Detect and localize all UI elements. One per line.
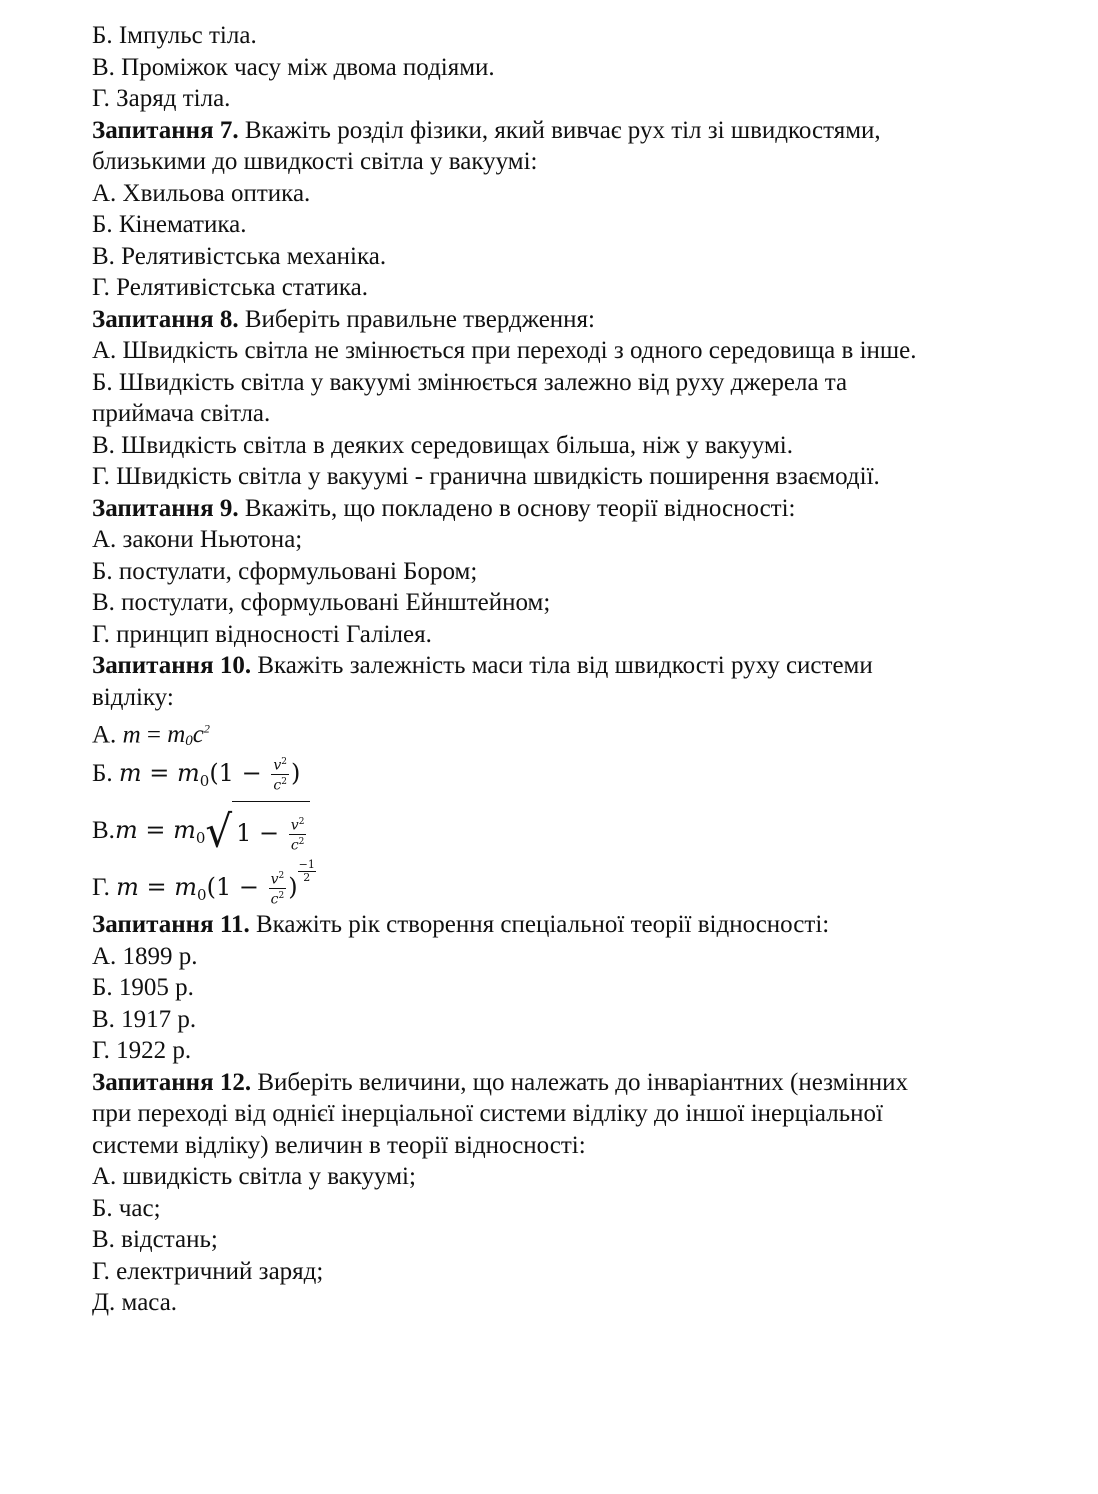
option-line: Г. принцип відносності Галілея. [92,620,432,648]
question-11 [92,909,1052,941]
option-line: Г. 1922 р. [92,1037,192,1064]
question-label: Запитання 7. [92,116,239,144]
question-text: відліку: [92,683,174,711]
option-line: Б. постулати, сформульовані Бором; [92,557,478,585]
option-line: приймача світла. [92,400,271,427]
option-line: Г. Заряд тіла. [92,85,231,112]
question-8 [92,304,1052,336]
question-text: близькими до швидкості світла у вакуумі: [92,148,538,175]
option-line: А. закони Ньютона; [92,526,303,553]
option-line: В. Проміжок часу між двома подіями. [92,53,495,81]
option-line: А. Хвильова оптика. [92,179,311,207]
option-label: Б. [92,760,119,787]
option-line: Г. Швидкість світла у вакуумі - гранична швидкість поширення взаємодії. [92,463,880,490]
question-text: Вкажіть розділ фізики, який вивчає рух тіл зі швидкостями, [238,116,881,144]
option-label: В. [92,817,115,844]
question-label: Запитання 10. [92,652,252,679]
option-line: А. Швидкість світла не змінюється при переході з одного середовища в інше. [92,337,917,364]
document-page [92,20,1052,1319]
question-label: Запитання 9. [92,494,239,522]
option-line: Г. електричний заряд; [92,1257,324,1285]
option-line: В. Релятивістська механіка. [92,242,387,270]
option-label: Г. [92,874,117,901]
option-line: Д. маса. [92,1289,178,1316]
option-line: Б. час; [92,1194,161,1222]
option-line: В. постулати, сформульовані Ейнштейном; [92,589,551,616]
question-label: Запитання 11. [92,911,250,938]
question-text: Виберіть правильне твердження: [238,305,595,333]
formula-g: Г. $m = m_0(1$ − $\frac{v^2}{c^2}$ ) $\frac{-1}{2}$ [92,858,315,908]
question-text: при переході від однієї інерціальної системи відліку до іншої інерціальної [92,1100,883,1127]
formula-b: Б. $m = m_0(1$ − $\frac{v^2}{c^2}$ ) [92,757,301,794]
option-line: В. 1917 р. [92,1005,197,1033]
option-line: В. Швидкість світла в деяких середовищах більша, ніж у вакуумі. [92,431,793,459]
option-line: А. 1899 р. [92,942,198,970]
option-line: А. швидкість світла у вакуумі; [92,1163,416,1190]
question-12 [92,1067,1052,1099]
question-label: Запитання 12. [92,1068,252,1096]
option-line: Г. Релятивістська статика. [92,274,368,301]
question-label: Запитання 8. [92,305,239,333]
question-text: системи відліку) величин в теорії відносності: [92,1131,586,1159]
formula-a: А. $m = m0c^2$ [92,721,210,750]
question-text: Вкажіть рік створення спеціальної теорії відносності: [249,911,830,938]
question-10 [92,650,1052,682]
formula-v: $В.m = m_0√$ 1 − $\frac{v^2}{c^2}$ [92,801,1052,859]
option-line: Б. Швидкість світла у вакуумі змінюється залежно від руху джерела та [92,368,848,396]
question-text: Виберіть величини, що належать до інваріантних (незмінних [251,1068,909,1096]
question-text: Вкажіть, що покладено в основу теорії відносності: [238,494,796,522]
option-label: А. [92,721,123,749]
option-line: В. відстань; [92,1226,218,1253]
option-line: Б. 1905 р. [92,974,194,1001]
question-text: Вкажіть залежність маси тіла від швидкості руху системи [251,652,873,679]
option-line: Б. Імпульс тіла. [92,22,257,49]
option-line: Б. Кінематика. [92,211,247,238]
question-9 [92,493,1052,525]
question-7 [92,115,1052,178]
